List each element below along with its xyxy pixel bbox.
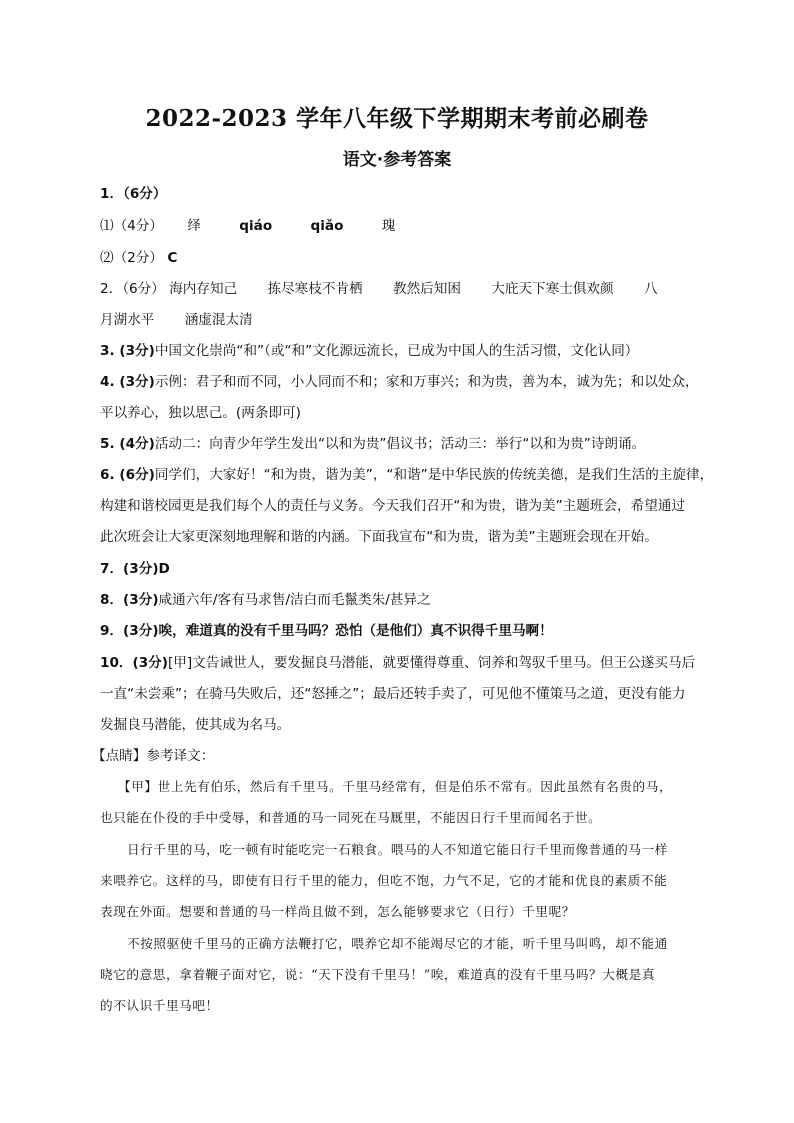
q1-part1 <box>100 217 395 235</box>
q2-answer-1: 海内存知己 <box>169 281 238 297</box>
q8-line <box>100 591 431 609</box>
q5-answer: 活动二：向青少年学生发出“以和为贵”倡议书；活动三：举行“以和为贵”诗朗诵。 <box>154 436 646 452</box>
q4-line-2: 平以养心，独以思己。(两条即可) <box>100 405 301 421</box>
q3-answer: 中国文化崇尚“和”（或“和”文化源远流长，已成为中国人的生活习惯，文化认同） <box>154 343 639 359</box>
q5-line <box>100 435 645 453</box>
q1-answer-1: 绎 <box>187 218 201 234</box>
q1-part1-label: ⑴（4分） <box>100 218 164 234</box>
q2-answer-3: 教然后知困 <box>392 281 461 297</box>
q9-line <box>100 622 553 640</box>
q10-answer-1: [甲]文告诫世人，要发掘良马潜能，就要懂得尊重、饲养和驾驭千里马。但王公遂买马后 <box>168 655 696 671</box>
translation-line: 晓它的意思，拿着鞭子面对它，说：“天下没有千里马！”唉，难道真的没有千里马吗？大概是真 <box>100 967 656 982</box>
q10-number: 10．(3分) <box>100 655 168 671</box>
q4-line-1 <box>100 373 699 391</box>
q6-line-3: 此次班会让大家更深刻地理解和谐的内涵。下面我宣布“和为贵，谐为美”主题班会现在开始。 <box>100 529 658 545</box>
q6-line-2: 构建和谐校园更是我们每个人的责任与义务。今天我们召开“和为贵，谐为美”主题班会，希望通过 <box>100 498 686 514</box>
q5-number: 5. (4分) <box>100 436 155 452</box>
q10-line-2: 一直“未尝乘”；在骑马失败后，还“怒捶之”；最后还转手卖了，可见他不懂策马之道，更没有能力 <box>100 686 686 702</box>
q2-heading: 2．（6分） <box>100 281 165 297</box>
q2-answer-5-cont: 月湖水平 <box>100 312 155 328</box>
q1-answer-3: qiǎo <box>310 218 344 234</box>
q7-answer: D <box>158 561 170 577</box>
q6-line-1 <box>100 466 713 484</box>
q1-part2 <box>100 249 177 267</box>
q4-answer-1: 示例：君子和而不同，小人同而不和；家和万事兴；和为贵，善为本，诚为先；和以处众， <box>154 374 699 390</box>
page-subtitle: 语文·参考答案 <box>342 150 452 170</box>
translation-line: 来喂养它。这样的马，即使有日行千里的能力，但吃不饱，力气不足，它的才能和优良的素质不能 <box>100 873 668 888</box>
q1-answer-2: qiáo <box>239 218 273 234</box>
q7-number: 7．(3分) <box>100 561 159 577</box>
translation-line: 日行千里的马，吃一顿有时能吃完一石粮食。喂马的人不知道它能日行千里而像普通的马一样 <box>127 842 668 857</box>
q10-line-3: 发掘良马潜能，使其成为名马。 <box>100 717 291 733</box>
q2-answer-5: 八 <box>643 281 658 297</box>
q2-answer-6: 涵虚混太清 <box>184 312 253 328</box>
q6-number: 6. (6分) <box>100 467 155 483</box>
q8-answer: 咸通六年/客有马求售/洁白而毛鬣类朱/甚异之 <box>158 592 431 608</box>
q1-heading: 1．（6分） <box>100 186 167 202</box>
q1-part2-label: ⑵（2分） <box>100 250 164 266</box>
q8-number: 8．(3分) <box>100 592 159 608</box>
q1-answer-4: 瑰 <box>381 218 396 234</box>
q9-number: 9．(3分) <box>100 623 159 639</box>
q3-line <box>100 342 638 360</box>
translation-line: 不按照驱使千里马的正确方法鞭打它，喂养它却不能竭尽它的才能，听千里马叫鸣，却不能通 <box>127 936 668 951</box>
q9-answer: 唉，难道真的没有千里马吗？恐怕（是他们）真不识得千里马啊！ <box>158 623 553 639</box>
q2-line-1 <box>100 280 658 298</box>
q4-number: 4. (3分) <box>100 374 155 390</box>
q2-answer-2: 拣尽寒枝不肯栖 <box>267 281 363 297</box>
translation-line: 【甲】世上先有伯乐，然后有千里马。千里马经常有，但是伯乐不常有。因此虽然有名贵的马， <box>118 779 673 794</box>
page-title: 2022-2023 学年八年级下学期期末考前必刷卷 <box>145 105 649 132</box>
translation-line: 表现在外面。想要和普通的马一样尚且做不到，怎么能够要求它（日行）千里呢？ <box>100 904 575 919</box>
q2-answer-4: 大庇天下寒士俱欢颜 <box>491 281 614 297</box>
q1-part2-answer: C <box>167 250 178 266</box>
q7-line <box>100 560 170 578</box>
q2-line-2 <box>100 311 253 329</box>
q10-line-1 <box>100 654 695 672</box>
translation-line: 的不认识千里马吧！ <box>100 998 219 1013</box>
q6-answer-1: 同学们，大家好！“和为贵，谐为美”，“和谐”是中华民族的传统美德，是我们生活的主旋律， <box>154 467 714 483</box>
q3-number: 3. (3分) <box>100 343 155 359</box>
translation-line: 也只能在仆役的手中受辱，和普通的马一同死在马厩里，不能因日行千里而闻名于世。 <box>100 810 602 825</box>
notes-label: 【点睛】参考译文： <box>92 748 215 764</box>
